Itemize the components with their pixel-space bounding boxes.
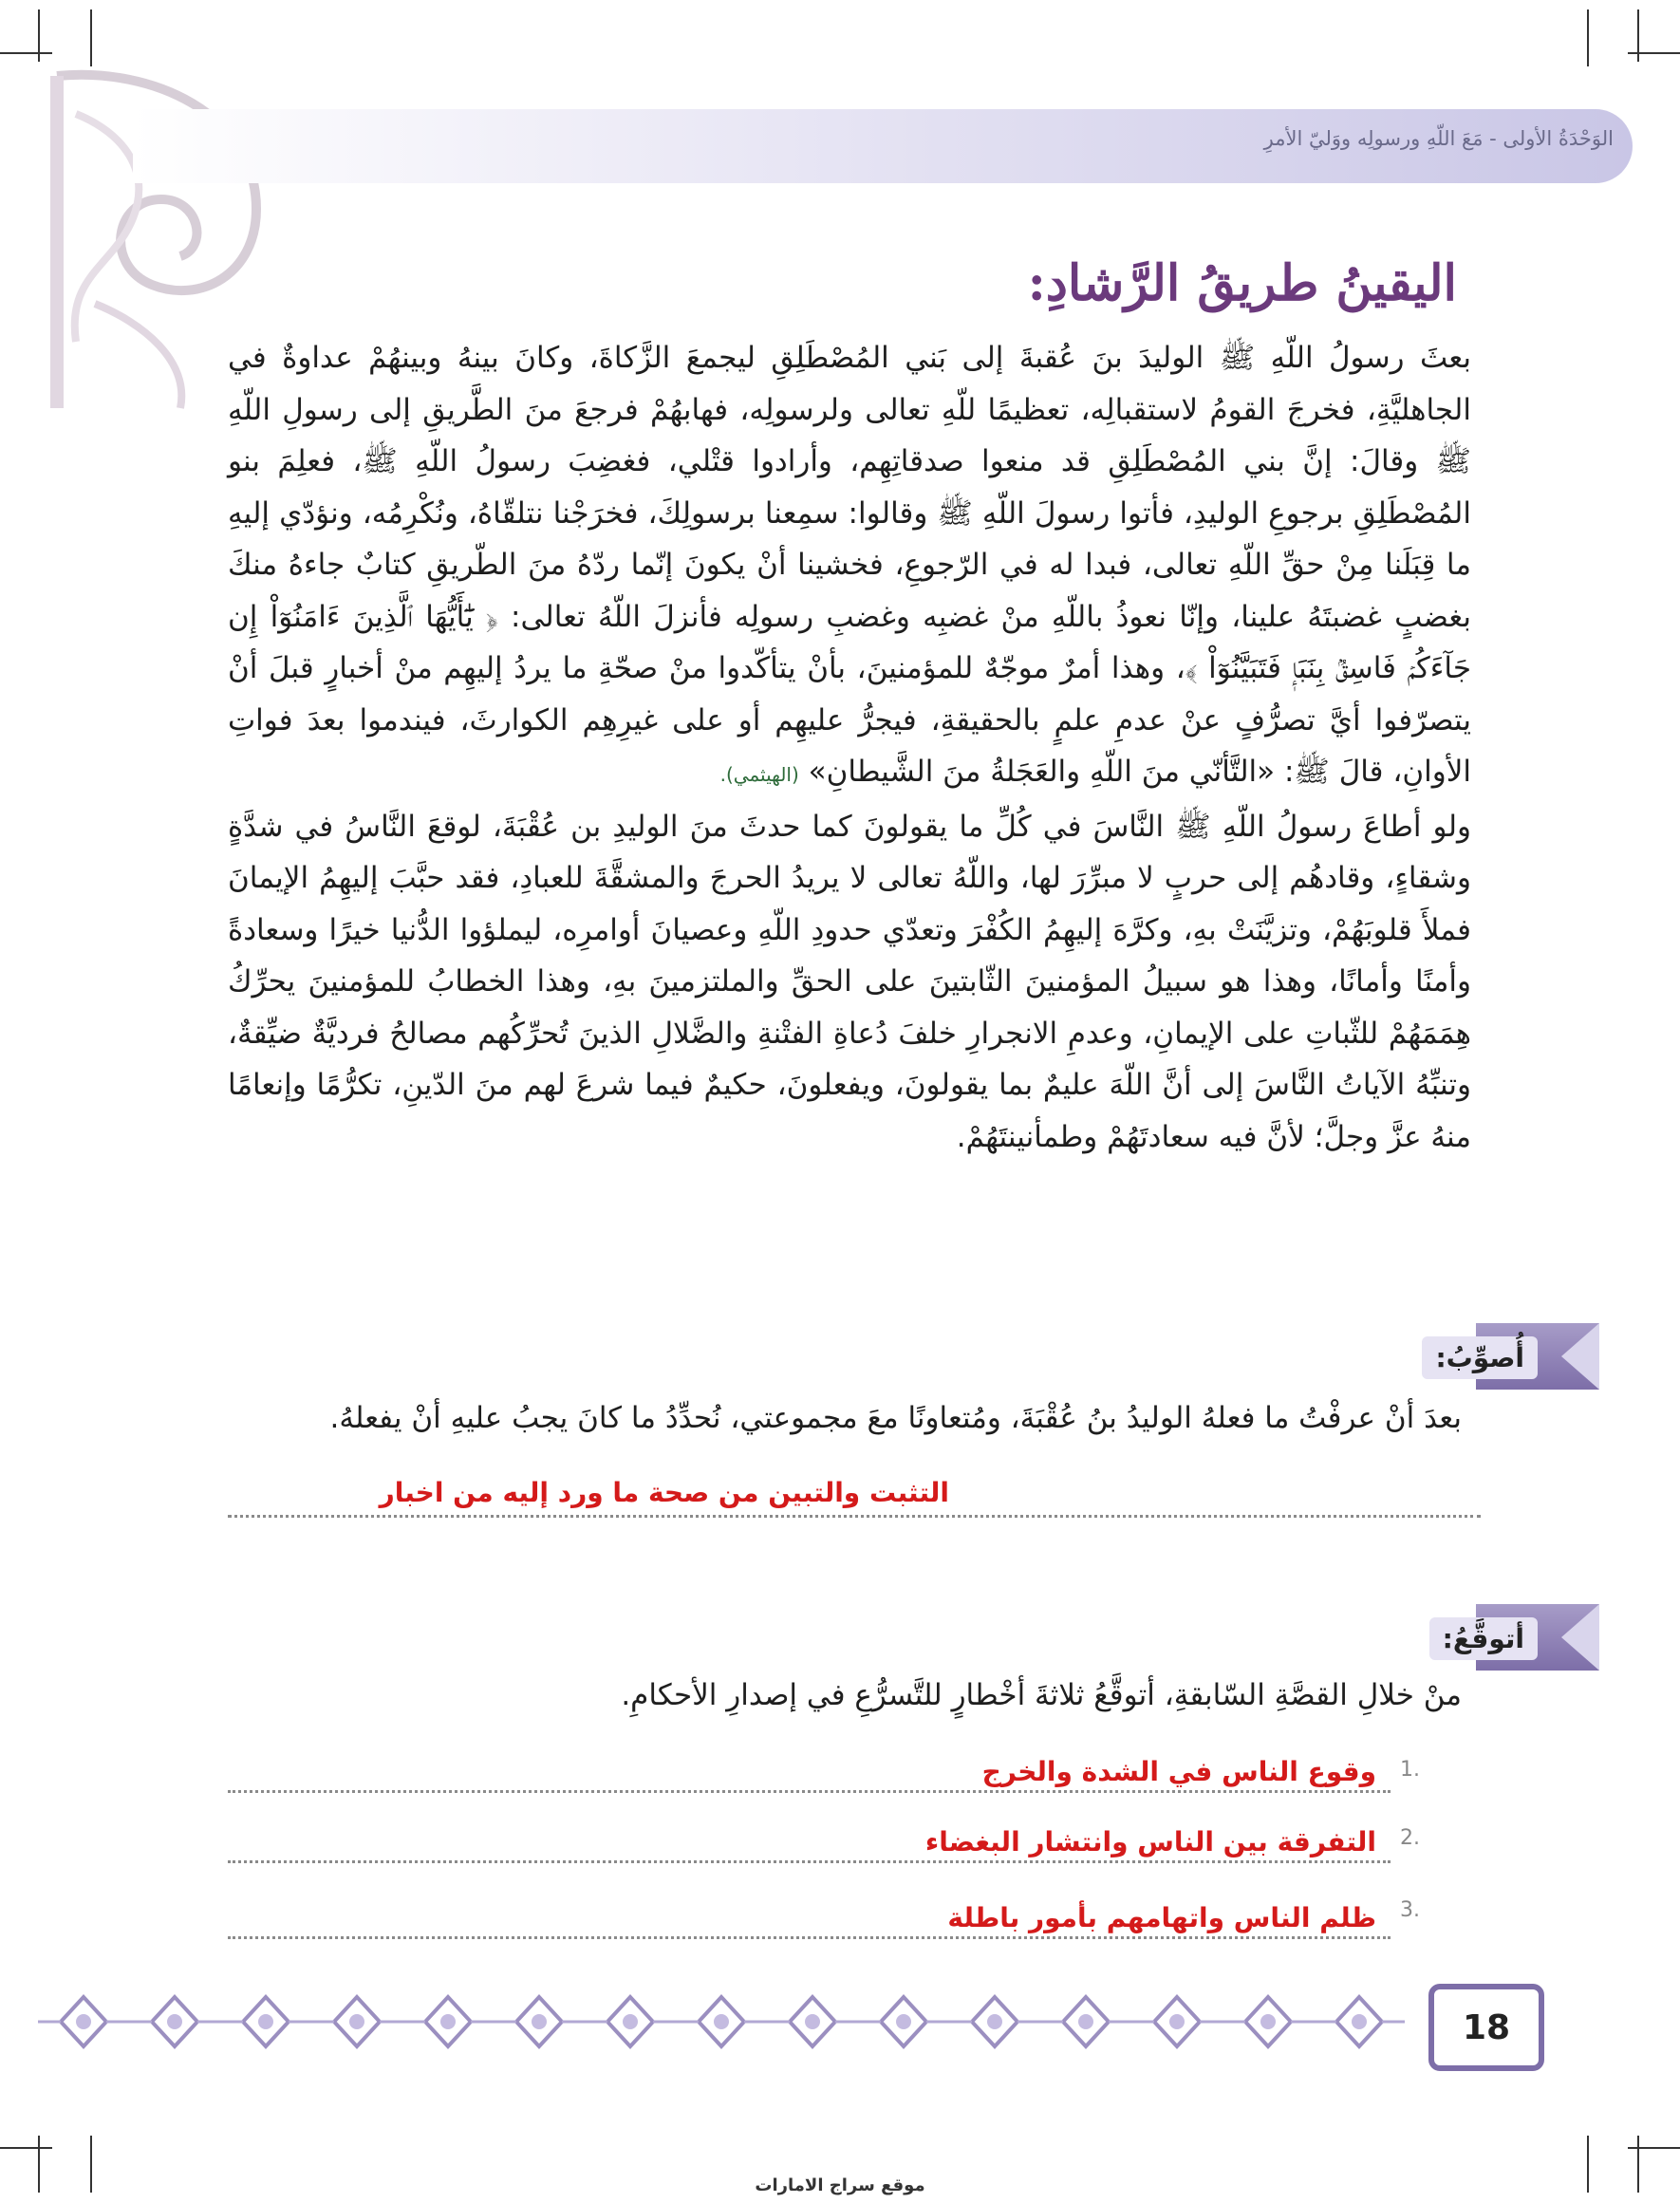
answer-line: [228, 1860, 1391, 1863]
citation: (الهيثمي).: [719, 763, 799, 786]
page-title: اليقينُ طريقُ الرَّشادِ:: [1027, 254, 1457, 312]
answer-text: وقوع الناس في الشدة والخرج: [981, 1756, 1376, 1787]
page-number-badge: [1428, 1984, 1544, 2071]
answer-text: ظلم الناس واتهامهم بأمور باطلة: [947, 1902, 1376, 1933]
activity-prompt: بعدَ أنْ عرفْتُ ما فعلهُ الوليدُ بنُ عُقْبَةَ، ومُتعاونًا معَ مجموعتي، نُحدِّدُ ما كانَ يجبُ عليهِ أنْ يفعلهُ.: [329, 1401, 1462, 1435]
item-number: 2.: [1400, 1826, 1420, 1850]
breadcrumb: الوَحْدَةُ الأولى - مَعَ اللّهِ ورسولِه ووَليّ الأمرِ: [1263, 127, 1614, 150]
answer-text: التثبت والتبين من صحة ما ورد إليه من اخبار: [379, 1477, 949, 1508]
quran-verse: ﴿ يَٰٓأَيُّهَا ٱلَّذِينَ ءَامَنُوٓاْ إِن جَآءَكُمۡ فَاسِقُۢ بِنَبَإٖ فَتَبَيَّنُوٓاْ ﴾،: [228, 599, 1471, 685]
main-text: [228, 332, 1471, 1163]
crop-mark: [1628, 52, 1680, 54]
page-number: 18: [1462, 2007, 1511, 2047]
activity-label: أُصوِّبُ:: [1422, 1336, 1538, 1379]
crop-mark: [1628, 2147, 1680, 2149]
paragraph: ولو أطاعَ رسولُ اللّهِ ﷺ النَّاسَ في كُلِّ ما يقولونَ كما حدثَ منَ الوليدِ بن عُقْبَةَ، لوقعَ النَّاسُ في شدَّةٍ وشقاءٍ، وقادهُم إلى حربٍ لا مبرِّرَ لها، واللّهُ تعالى لا يريدُ الحرجَ والمشقَّةَ للعبادِ، فقد حبَّبَ إليهِمُ الإيمانَ فملأَ قلوبَهُمْ، وتزيَّنَتْ بهِ، وكرَّهَ إليهِمُ الكُفْرَ وتعدّي حدودِ اللّهِ وعصيانَ أوامرِه، ليملؤوا الدُّنيا خيرًا وسعادةً وأمنًا وأمانًا، وهذا هو سبيلُ المؤمنينَ الثّابتينَ على الحقِّ والملتزمينَ بهِ، وهذا الخطابُ للمؤمنينَ يحرِّكُ هِمَمَهُمْ للثّباتِ على الإيمانِ، وعدمِ الانجرارِ خلفَ دُعاةِ الفتْنةِ والضَّلالِ الذينَ تُحرِّكُهم مصالحُ فرديَّةٌ ضيِّقةٌ، وتنبِّهُ الآياتُ النَّاسَ إلى أنَّ اللّهَ عليمٌ بما يقولونَ، ويفعلونَ، حكيمٌ فيما شرعَ لهم منَ الدّينِ، تكرُّمًا وإنعامًا منهُ عزَّ وجلَّ؛ لأنَّ فيه سعادتَهُمْ وطمأنينتَهُمْ.: [228, 809, 1471, 1154]
footer-site: موقع سراج الامارات: [755, 2175, 925, 2195]
item-number: 3.: [1400, 1898, 1420, 1922]
paragraph-text: وهذا أمرٌ موجّهٌ للمؤمنينَ، بأنْ يتأكّدوا منْ صحّةِ ما يردُ إليهِم منْ أخبارٍ قبلَ أنْ يتصرّفوا أيَّ تصرُّفٍ عنْ عدمِ علمٍ بالحقيقةِ، فيجرُّ عليهِم أو على غيرِهِم الكوارثَ، فيندموا بعدَ فواتِ الأوانِ، قالَ ﷺ: «التَّأنّي منَ اللّهِ والعَجَلةُ منَ الشَّيطانِ»: [228, 651, 1471, 789]
answer-text: التفرقة بين الناس وانتشار البغضاء: [924, 1826, 1376, 1858]
crop-mark: [0, 2147, 52, 2149]
answer-line: [228, 1790, 1391, 1793]
crop-mark: [1587, 9, 1589, 66]
activity-prompt: منْ خلالِ القصَّةِ السّابقةِ، أتوقَّعُ ثلاثةَ أخْطارٍ للتَّسرُّعِ في إصدارِ الأحكامِ.: [621, 1678, 1462, 1712]
paragraph-text: بعثَ رسولُ اللّهِ ﷺ الوليدَ بنَ عُقبةَ إلى بَني المُصْطَلِقِ ليجمعَ الزَّكاةَ، وكانَ بينهُ وبينهُمْ عداوةٌ في الجاهليَّةِ، فخرجَ القومُ لاستقبالِه، تعظيمًا للّهِ تعالى ولرسولِه، فهابهُمْ فرجعَ منَ الطَّريقِ إلى رسولِ اللّهِ ﷺ وقالَ: إنَّ بني المُصْطَلِقِ قد منعوا صدقاتِهِم، وأرادوا قتْلي، فغضِبَ رسولُ اللّهِ ﷺ، فعلِمَ بنو المُصْطَلِقِ برجوعِ الوليدِ، فأتوا رسولَ اللّهِ ﷺ وقالوا: سمِعنا برسولِكَ، فخرَجْنا نتلقّاهُ، ونُكْرِمُه، ونؤدّي إليهِ ما قِبَلَنا مِنْ حقِّ اللّهِ تعالى، فبدا له في الرّجوعِ، فخشينا أنْ يكونَ إنّما ردّهُ منَ الطّريقِ كتابٌ جاءهُ منكَ بغضبٍ غضبتَهُ علينا، وإنّا نعوذُ باللّهِ منْ غضبِه وغضبِ رسولِه فأنزلَ اللّهُ تعالى:: [228, 341, 1471, 634]
item-number: 1.: [1400, 1758, 1420, 1782]
crop-mark: [0, 52, 52, 54]
tab-arrow-icon: [1561, 1323, 1599, 1390]
decorative-border-icon: [38, 1991, 1405, 2052]
tab-arrow-icon: [1561, 1604, 1599, 1671]
answer-line: [228, 1936, 1391, 1939]
paragraph: [228, 332, 1471, 801]
activity-label: أتوقَّعُ:: [1429, 1617, 1538, 1660]
answer-line: [228, 1515, 1481, 1518]
